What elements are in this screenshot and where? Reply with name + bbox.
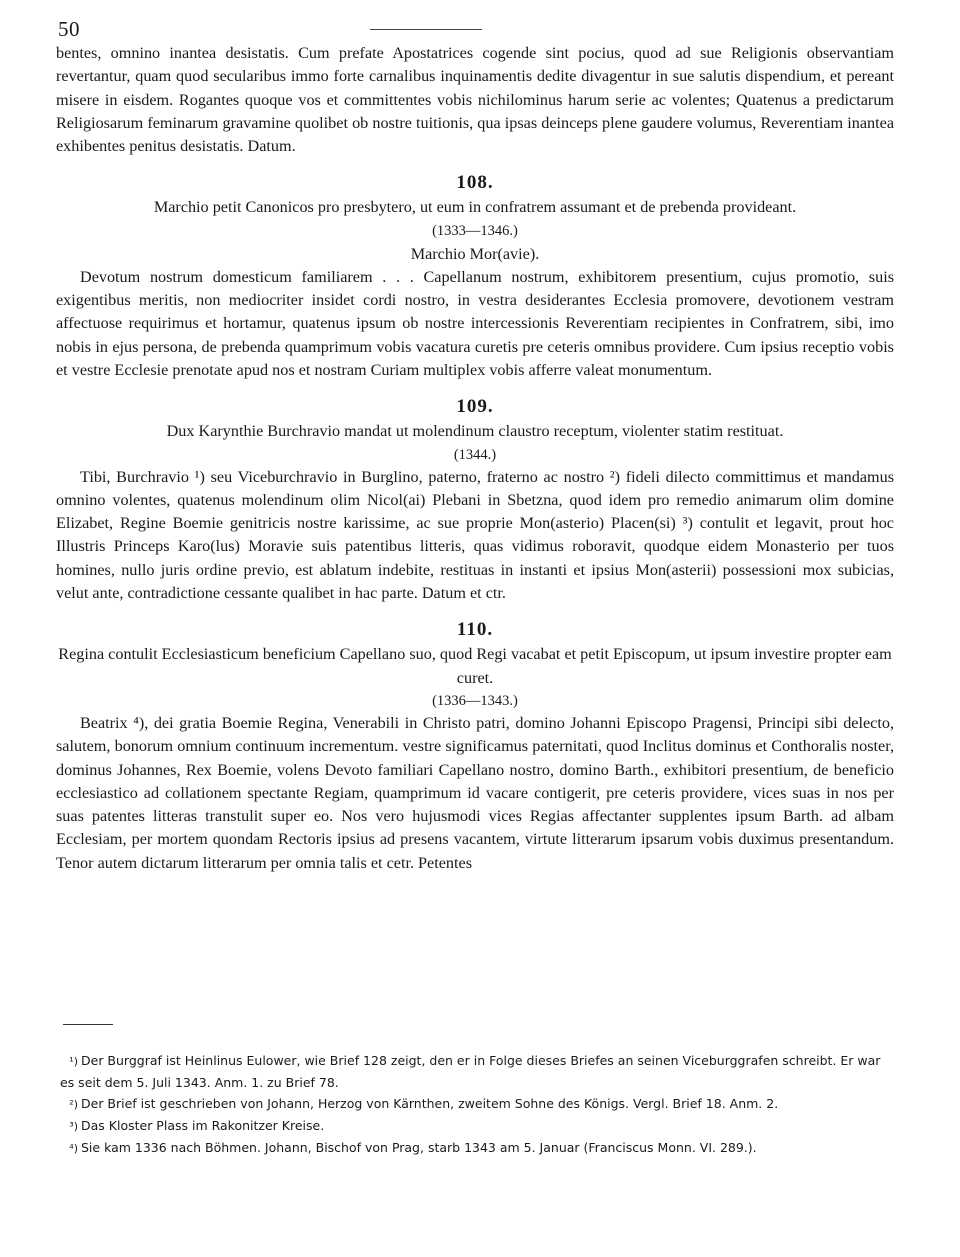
- letter-text: Devotum nostrum domesticum familiarem . . . Capellanum nostrum, exhibitorem presentium, cujus promotio, suis exigentibus meritis, non mediocriter insidet cordi nostro, in vestra desiderantes Ecclesia promovere, devotionem vestram affectuose requirimus et hortamur, quatenus ipsum ob nostre intercessionis Reverentiam recipientes in Confratrem, sibi, imo nobis in ejus persona, de prebenda quamprimum vobis vacatura curetis pre ceteris omnibus providere. Cum ipsius receptio vobis et vestre Ecclesie prenotate apud nos et nostram Curiam multiplex vobis afferre valeat monumentum.: [56, 267, 894, 379]
- footnote-text: Sie kam 1336 nach Böhmen. Johann, Bischof von Prag, starb 1343 am 5. Januar (Franciscus Monn. VI. 289.).: [81, 1140, 757, 1155]
- footnote: [60, 1115, 898, 1137]
- footnote: [60, 1050, 898, 1093]
- letter-date: (1336—1343.): [432, 692, 518, 709]
- letter-summary: Marchio petit Canonicos pro presbytero, ut eum in confratrem assumant et de prebenda provideant.: [153, 198, 797, 217]
- letter-text: Beatrix ⁴), dei gratia Boemie Regina, Venerabili in Christo patri, domino Johanni Episcopo Pragensi, Principi sibi delecto, salutem, bonorum omnium continuum incrementum. vestre significamus paternitati, quod Inclitus dominus et Conthoralis noster, dominus Johannes, Rex Boemie, volens Devoto familiari Capellano nostro, domino Barth., exhibitori presentium, de beneficio ecclesiastico ad collationem spectante Regiam, quamprimum id vacare contigerit, pre ceteris providere, vices suas in nos per suas patentes litteras transtulit super eo. Nos vero hujusmodi vices Regias affectanter supplentes ipsum Barth. ad albam Ecclesiam, per mortem quondam Rectoris ipsius ad presens vacantem, virtute litterarum ipsarum vobis duximus presentandum. Tenor autem dictarum litterarum per omnia talis et cetr. Petentes: [56, 713, 894, 872]
- main-text: [56, 42, 894, 875]
- footnote-marker: ¹): [69, 1055, 78, 1068]
- letter-110: [56, 617, 894, 875]
- page-number: 50: [58, 17, 80, 41]
- letter-summary: Regina contulit Ecclesiasticum beneficium Capellano suo, quod Regi vacabat et petit Episcopum, ut ipsum investire propter eam curet.: [58, 645, 892, 687]
- letter-date: (1344.): [453, 446, 497, 463]
- letter-date: (1333—1346.): [432, 222, 518, 239]
- letter-summary: Dux Karynthie Burchravio mandat ut molendinum claustro receptum, violenter statim restituat.: [166, 422, 784, 441]
- intro-paragraph: bentes, omnino inantea desistatis. Cum prefate Apostatrices cogende sint pocius, quod ad sue Religionis observantiam revertantur, quam quod secularibus immo forte carnalibus inquinamentis dedite divagentur in sue salutis dispendium, et pereant misere in eisdem. Rogantes quoque vos et committentes vobis nichilominus harum serie ac volentes; Quatenus a predictarum Religiosarum feminarum gravamine quolibet ob nostre tuitionis, qua ipsas deinceps plene gaudere volumus, Reverentiam inantea exhibentes penitus desistatis. Datum.: [56, 44, 894, 156]
- footnote: [60, 1093, 898, 1115]
- footnotes: [60, 1050, 898, 1159]
- footnote-marker: ²): [69, 1098, 78, 1111]
- letter-109: [56, 394, 894, 605]
- footnote: [60, 1137, 898, 1159]
- header-rule: [370, 29, 482, 30]
- letter-108: [56, 170, 894, 382]
- footnote-text: Der Burggraf ist Heinlinus Eulower, wie Brief 128 zeigt, den er in Folge dieses Briefes an seinen Viceburggrafen schreibt. Er war es seit dem 5. Juli 1343. Anm. 1. zu Brief 78.: [60, 1053, 881, 1090]
- footnote-marker: ³): [69, 1120, 78, 1133]
- letter-number: 108.: [456, 172, 494, 194]
- letter-sender: Marchio Mor(avie).: [410, 244, 540, 263]
- letter-number: 110.: [456, 619, 494, 641]
- footnote-text: Der Brief ist geschrieben von Johann, Herzog von Kärnthen, zweitem Sohne des Königs. Vergl. Brief 18. Anm. 2.: [81, 1096, 779, 1111]
- letter-text: Tibi, Burchravio ¹) seu Viceburchravio in Burglino, paterno, fraterno ac nostro ²) fideli dilecto committimus et mandamus omnino volentes, quatenus molendinum olim Nicol(ai) Plebani in Sbetzna, quod idem pro remedio animarum olim domine Elizabet, Regine Boemie genitricis nostre karissime, ac sue proprie Mon(asterio) Placen(si) ³) contulit et legavit, prout hoc Illustris Princeps Karo(lus) Moravie suis patentibus litteris, quas vidimus roboravit, quodque eidem Monasterio per tuos homines, nullo juris ordine previo, est ablatum indebite, restituas in instanti et ipsius Mon(asterii) possessioni mox subicias, velut ante, contradictione cessante qualibet in hac parte. Datum et ctr.: [56, 467, 894, 603]
- footnote-rule: [63, 1024, 113, 1025]
- footnote-text: Das Kloster Plass im Rakonitzer Kreise.: [81, 1118, 325, 1133]
- footnote-marker: ⁴): [69, 1142, 78, 1155]
- letter-number: 109.: [456, 396, 494, 418]
